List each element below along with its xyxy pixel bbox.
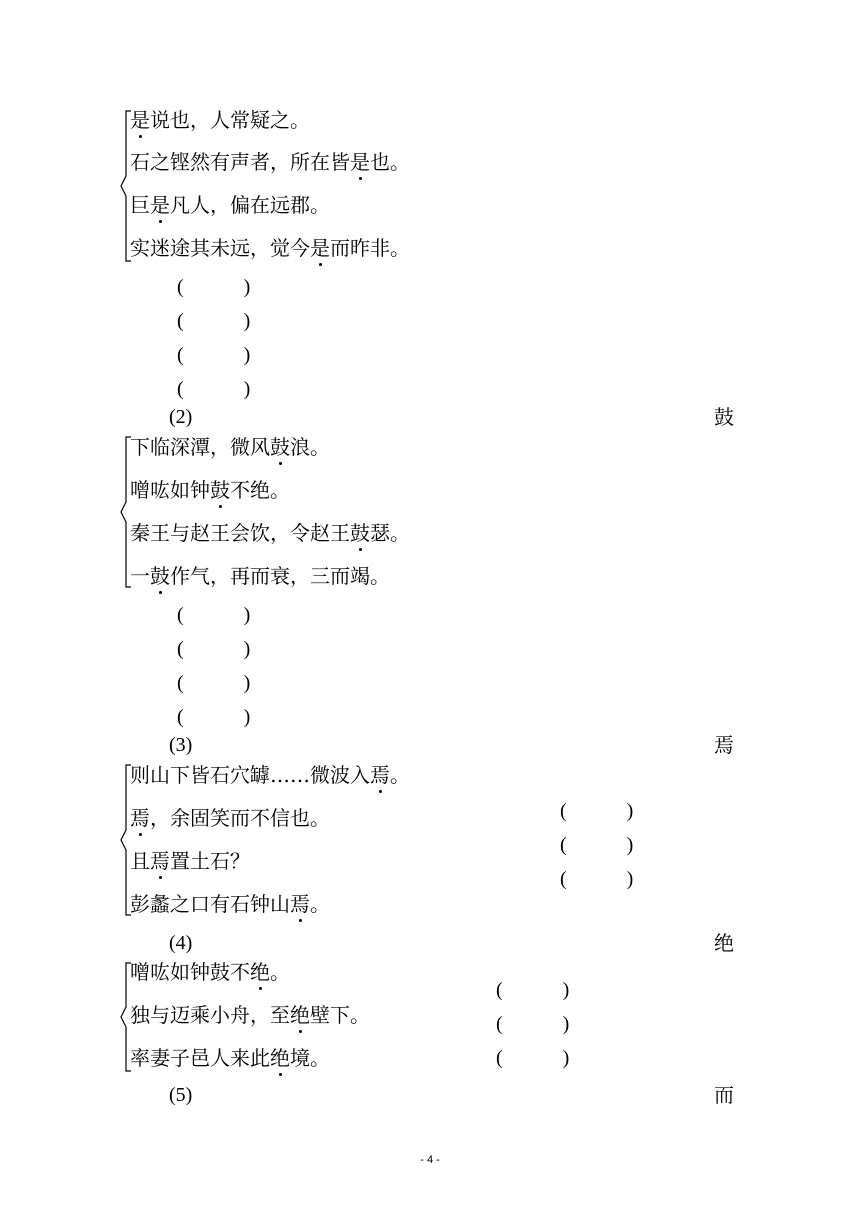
question-number: (3): [169, 734, 193, 756]
answer-blank[interactable]: ( ): [177, 378, 251, 400]
sentence-line: 独与迈乘小舟，至绝壁下。: [130, 1003, 370, 1027]
sentence-line: 实迷途其未远，觉今是而昨非。: [130, 236, 410, 260]
emphasis-char: 绝: [270, 1046, 290, 1070]
page-number: - 4 -: [420, 1154, 440, 1166]
target-word: 绝: [714, 931, 734, 955]
question-number: (5): [169, 1084, 193, 1106]
target-word: 焉: [714, 733, 734, 757]
answer-blank[interactable]: ( ): [177, 276, 251, 298]
sentence-line: 焉，余固笑而不信也。: [130, 806, 330, 830]
emphasis-char: 鼓: [270, 435, 290, 459]
answer-blank[interactable]: ( ): [177, 604, 251, 626]
emphasis-char: 焉: [290, 892, 310, 916]
answer-blank[interactable]: ( ): [560, 834, 634, 856]
emphasis-char: 是: [130, 108, 150, 132]
sentence-line: 噌吰如钟鼓不绝。: [130, 478, 290, 502]
emphasis-char: 鼓: [350, 521, 370, 545]
answer-blank[interactable]: ( ): [496, 1047, 570, 1069]
sentence-line: 石之铿然有声者，所在皆是也。: [130, 150, 410, 174]
emphasis-char: 是: [150, 193, 170, 217]
sentence-line: 秦王与赵王会饮，令赵王鼓瑟。: [130, 521, 410, 545]
sentence-line: 且焉置土石？: [130, 849, 250, 873]
sentence-line: 则山下皆石穴罅……微波入焉。: [130, 763, 410, 787]
answer-blank[interactable]: ( ): [177, 310, 251, 332]
sentence-line: 彭蠡之口有石钟山焉。: [130, 892, 330, 916]
target-word: 而: [714, 1083, 734, 1107]
answer-blank[interactable]: ( ): [496, 1013, 570, 1035]
answer-blank[interactable]: ( ): [560, 800, 634, 822]
emphasis-char: 焉: [370, 763, 390, 787]
question-number: (4): [169, 932, 193, 954]
sentence-line: 率妻子邑人来此绝境。: [130, 1046, 330, 1070]
emphasis-char: 焉: [130, 806, 150, 830]
question-number: (2): [169, 406, 193, 428]
answer-blank[interactable]: ( ): [496, 979, 570, 1001]
emphasis-char: 绝: [290, 1003, 310, 1027]
emphasis-char: 鼓: [150, 564, 170, 588]
sentence-line: 噌吰如钟鼓不绝。: [130, 960, 290, 984]
answer-blank[interactable]: ( ): [177, 706, 251, 728]
answer-blank[interactable]: ( ): [177, 638, 251, 660]
emphasis-char: 是: [310, 236, 330, 260]
answer-blank[interactable]: ( ): [177, 344, 251, 366]
sentence-line: 一鼓作气，再而衰，三而竭。: [130, 564, 390, 588]
sentence-line: 下临深潭，微风鼓浪。: [130, 435, 330, 459]
target-word: 鼓: [714, 405, 734, 429]
emphasis-char: 是: [350, 150, 370, 174]
answer-blank[interactable]: ( ): [177, 672, 251, 694]
emphasis-char: 鼓: [210, 478, 230, 502]
emphasis-char: 绝: [250, 960, 270, 984]
emphasis-char: 焉: [150, 849, 170, 873]
sentence-line: 是说也，人常疑之。: [130, 108, 310, 132]
answer-blank[interactable]: ( ): [560, 868, 634, 890]
sentence-line: 巨是凡人，偏在远郡。: [130, 193, 330, 217]
